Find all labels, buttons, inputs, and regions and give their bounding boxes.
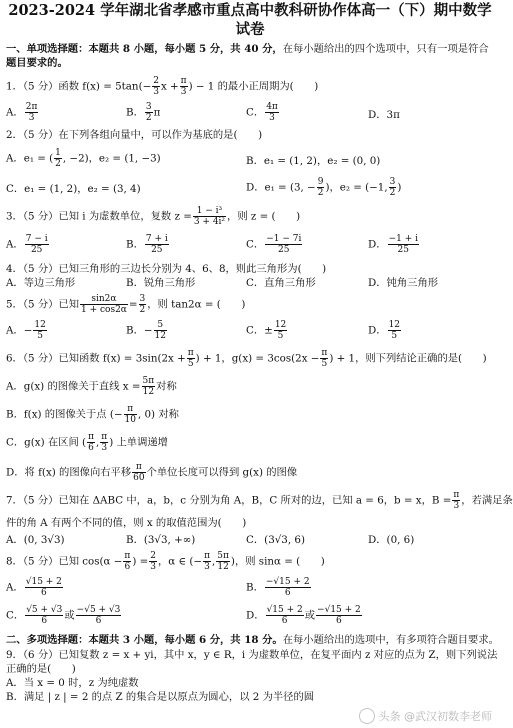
q8-stem-b: ) = bbox=[132, 555, 149, 568]
q8-d-frac2 bbox=[316, 605, 362, 626]
q8-c-den1: 6 bbox=[41, 616, 48, 626]
q6-d-num: π bbox=[132, 462, 145, 473]
q6-stem-b: ) + 1，g(x) = 3cos(2x − bbox=[195, 352, 320, 365]
q8-den1: 6 bbox=[124, 562, 131, 572]
q2-d-num2: 3 bbox=[389, 177, 396, 187]
q4-option-d: D．钝角三角形 bbox=[368, 277, 439, 289]
q3-a-den: 25 bbox=[30, 245, 43, 255]
q2-option-d bbox=[246, 177, 401, 198]
q8-c-frac2 bbox=[76, 605, 122, 626]
q7-stem-a: 7．（5 分）已知在 ΔABC 中，a，b，c 分别为角 A，B，C 所对的边，已知 a = 6，b = x，B = bbox=[6, 494, 452, 507]
q1-b-num: 3 bbox=[145, 102, 152, 112]
q9-option-a: A．当 x = 0 时，z 为纯虚数 bbox=[6, 677, 139, 689]
q5-c-den: 5 bbox=[277, 331, 284, 341]
q8-num2: 2 bbox=[150, 551, 156, 561]
q4-option-b: B．锐角三角形 bbox=[126, 277, 196, 289]
q3-stem-b: ，则 z = ( ) bbox=[227, 210, 301, 223]
q6-num1: π bbox=[187, 348, 194, 358]
q5-d-num: 12 bbox=[388, 320, 401, 330]
q6-c-pre: C．g(x) 在区间 ( bbox=[6, 436, 87, 449]
q8-den4: 12 bbox=[217, 562, 229, 572]
q5-b-label: B．− bbox=[126, 324, 153, 337]
q1-frac1 bbox=[152, 76, 160, 97]
q2-stem: 2．（5 分）在下列各组向量中，可以作为基底的是( ) bbox=[6, 129, 263, 141]
q5-b-den: 12 bbox=[154, 331, 166, 341]
q6-d-frac bbox=[132, 462, 145, 483]
q9-option-b: B．满足 | z | = 2 的点 Z 的集合是以原点为圆心，以 2 为半径的圆 bbox=[6, 691, 315, 703]
q5-option-d bbox=[368, 320, 402, 341]
q5-c-num: 12 bbox=[274, 320, 287, 330]
q6-num2: π bbox=[321, 348, 328, 358]
section1-header-rest: 在每小题给出的四个选项中，只有一项是符合 bbox=[282, 43, 489, 55]
q4-option-c: C．直角三角形 bbox=[246, 277, 316, 289]
q3-b-label: B． bbox=[126, 238, 144, 251]
q1-b-frac bbox=[145, 102, 153, 123]
q3-b-den: 25 bbox=[151, 245, 163, 255]
q3-d-frac bbox=[388, 234, 419, 255]
q7-option-a: A．(0, 3√3) bbox=[6, 534, 65, 546]
q6-option-d bbox=[6, 462, 297, 483]
q2-option-b: B．e₁ = (1, 2)，e₂ = (0, 0) bbox=[246, 155, 381, 167]
q8-a-den: 6 bbox=[40, 588, 47, 598]
q2-a-pre: A．e₁ = ( bbox=[6, 152, 54, 165]
watermark-logo-icon bbox=[359, 708, 375, 724]
q6-c-post: ) 上单调递增 bbox=[109, 436, 168, 449]
q6-d-pre: D．将 f(x) 的图像向右平移 bbox=[6, 466, 132, 479]
q6-stem bbox=[6, 348, 487, 369]
q1-frac2 bbox=[180, 76, 188, 97]
q7-stem-line2: 件的角 A 有两个不同的值，则 x 的取值范围为( ) bbox=[6, 517, 247, 529]
q5-den2: 2 bbox=[139, 305, 146, 315]
q5-a-den: 5 bbox=[37, 331, 43, 341]
q6-a-den: 12 bbox=[142, 387, 155, 397]
q7-stem bbox=[6, 490, 513, 511]
q3-a-frac bbox=[25, 234, 49, 255]
q6-a-pre: A．g(x) 的图像关于直线 x = bbox=[6, 380, 141, 393]
q2-a-den: 2 bbox=[55, 159, 61, 169]
q8-d-label: D． bbox=[246, 609, 265, 622]
q9-stem-line2: 正确的是( ) bbox=[6, 663, 76, 675]
watermark bbox=[359, 708, 493, 724]
section2-header-bold: 二、多项选择题：本题共 3 小题，每小题 6 分，共 18 分。 bbox=[6, 634, 283, 646]
q8-b-num: −√15 + 2 bbox=[265, 577, 310, 587]
section2-header bbox=[6, 633, 499, 647]
q6-b-pre: B．f(x) 的图像关于点 (− bbox=[6, 408, 123, 421]
q1-c-frac bbox=[265, 102, 279, 123]
q2-option-c: C．e₁ = (1, 2)，e₂ = (3, 4) bbox=[6, 183, 141, 195]
q8-num4: 5π bbox=[217, 551, 229, 561]
section1-header bbox=[6, 42, 489, 56]
q2-d-num1: 9 bbox=[317, 177, 324, 187]
q1-c-label: C． bbox=[246, 106, 265, 119]
q8-option-a bbox=[6, 577, 64, 598]
q2-a-num: 1 bbox=[55, 148, 61, 158]
q5-a-label: A．− bbox=[6, 324, 33, 337]
q3-stem bbox=[6, 206, 300, 227]
q5-stem-b: = bbox=[128, 298, 138, 311]
q5-c-label: C．± bbox=[246, 324, 273, 337]
q3-c-frac bbox=[265, 234, 302, 255]
q6-b-den: 10 bbox=[124, 415, 136, 425]
q7-den: 3 bbox=[453, 501, 460, 511]
q6-c-mid: , bbox=[95, 436, 100, 449]
q3-option-a bbox=[6, 234, 50, 255]
q5-a-num: 12 bbox=[34, 320, 46, 330]
q8-c-or: 或 bbox=[64, 609, 75, 622]
q8-den3: 3 bbox=[204, 562, 210, 572]
q8-a-frac bbox=[25, 577, 63, 598]
q1-stem-b: x + bbox=[160, 80, 179, 93]
q2-option-a bbox=[6, 148, 161, 169]
q8-stem-e: )，则 sinα = ( ) bbox=[230, 555, 325, 568]
q2-d-den1: 2 bbox=[317, 188, 324, 198]
q1-frac2-den: 3 bbox=[180, 87, 187, 97]
q8-frac2 bbox=[149, 551, 157, 572]
q7-stem-b: ，若满足条 bbox=[461, 494, 513, 507]
q2-d-pre: D．e₁ = (3, − bbox=[246, 181, 316, 194]
q3-c-label: C． bbox=[246, 238, 265, 251]
q3-a-num: 7 − i bbox=[25, 234, 48, 244]
q5-stem-c: ，则 tan2α = ( ) bbox=[147, 298, 246, 311]
q1-option-b bbox=[126, 102, 160, 123]
q5-frac1 bbox=[80, 294, 128, 315]
q3-d-den: 25 bbox=[397, 245, 409, 255]
q3-a-label: A． bbox=[6, 238, 24, 251]
q4-option-a: A．等边三角形 bbox=[6, 277, 76, 289]
q7-frac bbox=[452, 490, 460, 511]
q1-stem-a: 1．（5 分）函数 f(x) = 5tan(− bbox=[6, 80, 152, 93]
q8-stem bbox=[6, 551, 325, 572]
section1-header-bold: 一、单项选择题：本题共 8 小题，每小题 5 分，共 40 分， bbox=[6, 43, 283, 55]
q3-den: 3 + 4i² bbox=[193, 217, 226, 227]
q6-c-num2: π bbox=[101, 432, 108, 442]
q3-c-num: −1 − 7i bbox=[266, 234, 302, 244]
q8-a-label: A． bbox=[6, 581, 24, 594]
q8-d-den2: 6 bbox=[336, 616, 342, 626]
q5-option-c bbox=[246, 320, 288, 341]
q2-d-den2: 2 bbox=[389, 188, 396, 198]
q8-c-label: C． bbox=[6, 609, 25, 622]
exam-title-line2: 试卷 bbox=[235, 21, 265, 38]
q8-stem-d: , bbox=[211, 555, 216, 568]
q8-b-frac bbox=[265, 577, 311, 598]
q2-a-frac bbox=[54, 148, 62, 169]
q8-d-num2: −√15 + 2 bbox=[317, 605, 361, 615]
q6-a-post: 对称 bbox=[156, 380, 177, 393]
q5-den1: 1 + cos2α bbox=[81, 305, 127, 315]
q1-a-label: A． bbox=[6, 106, 24, 119]
q3-c-den: 25 bbox=[278, 245, 290, 255]
q1-option-d: D．3π bbox=[368, 109, 400, 121]
q6-option-c bbox=[6, 432, 168, 453]
q5-a-frac bbox=[33, 320, 46, 341]
q2-d-frac2 bbox=[389, 177, 397, 198]
q6-den2: 5 bbox=[321, 359, 328, 369]
q8-option-b bbox=[246, 577, 312, 598]
q5-num2: 3 bbox=[139, 294, 146, 304]
q8-b-den: 6 bbox=[284, 588, 291, 598]
section2-header-rest: 在每小题给出的选项中，有多项符合题目要求。 bbox=[282, 634, 499, 646]
q6-c-frac1 bbox=[87, 432, 95, 453]
q3-num: 1 − i³ bbox=[193, 206, 226, 217]
section1-header-line2: 题目要求的。 bbox=[6, 57, 68, 69]
q5-b-frac bbox=[154, 320, 167, 341]
q8-frac3 bbox=[203, 551, 211, 572]
q6-b-post: , 0) 对称 bbox=[137, 408, 179, 421]
q8-a-num: √15 + 2 bbox=[25, 577, 62, 587]
q2-d-mid: )，e₂ = (−1, bbox=[325, 181, 388, 194]
q1-c-den: 3 bbox=[269, 113, 275, 123]
q8-stem-c: ，α ∈ (− bbox=[157, 555, 203, 568]
q1-b-label: B． bbox=[126, 106, 144, 119]
q3-b-num: 7 + i bbox=[145, 234, 168, 244]
exam-title-line1: 2023-2024 学年湖北省孝感市重点高中教科研协作体高一（下）期中数学 bbox=[8, 2, 492, 19]
q3-stem-a: 3．（5 分）已知 i 为虚数单位，复数 z = bbox=[6, 210, 192, 223]
q8-stem-a: 8．（5 分）已知 cos(α − bbox=[6, 555, 123, 568]
q1-option-a bbox=[6, 102, 39, 123]
q5-stem-a: 5．（5 分）已知 bbox=[6, 298, 80, 311]
watermark-text: 头条 @武汉初数李老师 bbox=[378, 710, 492, 723]
q3-d-label: D． bbox=[368, 238, 387, 251]
q6-stem-c: ) + 1，则下列结论正确的是( ) bbox=[329, 352, 487, 365]
q6-c-num1: π bbox=[88, 432, 94, 442]
q8-c-den2: 6 bbox=[95, 616, 102, 626]
q5-d-den: 5 bbox=[391, 331, 398, 341]
q5-frac2 bbox=[139, 294, 147, 315]
q8-num1: π bbox=[124, 551, 131, 561]
q5-stem bbox=[6, 294, 245, 315]
q6-frac2 bbox=[320, 348, 328, 369]
q7-num: π bbox=[453, 490, 460, 500]
q1-b-suffix: π bbox=[153, 106, 161, 119]
q8-frac1 bbox=[123, 551, 131, 572]
q2-d-post: ) bbox=[397, 181, 402, 194]
q1-stem bbox=[6, 76, 318, 97]
q1-frac1-num: 2 bbox=[153, 76, 159, 86]
q1-frac1-den: 3 bbox=[153, 87, 159, 97]
q1-a-den: 3 bbox=[28, 113, 35, 123]
q1-c-num: 4π bbox=[266, 102, 278, 112]
q7-option-b: B．(3√3, +∞) bbox=[126, 534, 196, 546]
q5-d-label: D． bbox=[368, 324, 387, 337]
q6-stem-a: 6．（5 分）已知函数 f(x) = 3sin(2x + bbox=[6, 352, 186, 365]
q6-c-den1: 6 bbox=[88, 443, 94, 453]
q5-c-frac bbox=[274, 320, 287, 341]
q8-num3: π bbox=[204, 551, 210, 561]
q9-stem: 9．（6 分）已知复数 z = x + yi，其中 x，y ∈ R，i 为虚数单位，在复平面内 z 对应的点为 Z，则下列说法 bbox=[6, 649, 498, 661]
q6-c-frac2 bbox=[100, 432, 108, 453]
q6-c-den2: 3 bbox=[101, 443, 108, 453]
q5-option-a bbox=[6, 320, 48, 341]
q6-option-a bbox=[6, 376, 177, 397]
q8-b-label: B． bbox=[246, 581, 264, 594]
q3-option-c bbox=[246, 234, 303, 255]
q8-d-num1: √15 + 2 bbox=[266, 605, 303, 615]
q6-frac1 bbox=[187, 348, 195, 369]
q3-frac bbox=[193, 206, 226, 227]
q6-b-num: π bbox=[124, 404, 137, 415]
q6-den1: 5 bbox=[187, 359, 194, 369]
q2-a-post: , −2)，e₂ = (1, −3) bbox=[62, 152, 161, 165]
q8-c-num2: −√5 + √3 bbox=[76, 605, 121, 615]
q1-option-c bbox=[246, 102, 280, 123]
q3-b-frac bbox=[145, 234, 169, 255]
q5-d-frac bbox=[388, 320, 401, 341]
q8-option-c bbox=[6, 605, 122, 626]
q3-option-b bbox=[126, 234, 170, 255]
q1-b-den: 2 bbox=[145, 113, 152, 123]
q3-d-num: −1 + i bbox=[388, 234, 418, 244]
q4-stem: 4．（5 分）已知三角形的三边长分别为 4、6、8，则此三角形为( ) bbox=[6, 263, 327, 275]
q8-c-num1: √5 + √3 bbox=[26, 605, 63, 615]
q2-d-frac1 bbox=[317, 177, 325, 198]
q6-d-post: 个单位长度可以得到 g(x) 的图像 bbox=[146, 466, 298, 479]
q1-stem-c: ) − 1 的最小正周期为( ) bbox=[188, 80, 319, 93]
q3-option-d bbox=[368, 234, 420, 255]
q6-d-den: 60 bbox=[133, 473, 145, 483]
q5-num1: sin2α bbox=[80, 294, 128, 305]
q1-a-num: 2π bbox=[25, 102, 38, 112]
q6-b-frac bbox=[124, 404, 137, 425]
q1-a-frac bbox=[25, 102, 39, 123]
q8-frac4 bbox=[216, 551, 230, 572]
q5-option-b bbox=[126, 320, 168, 341]
q6-a-num: 5π bbox=[142, 376, 155, 386]
q8-option-d bbox=[246, 605, 363, 626]
q8-c-frac1 bbox=[25, 605, 63, 626]
q8-d-frac1 bbox=[266, 605, 304, 626]
q8-den2: 3 bbox=[150, 562, 156, 572]
q8-d-den1: 6 bbox=[281, 616, 288, 626]
q7-option-c: C．(3√3, 6) bbox=[246, 534, 305, 546]
q1-frac2-num: π bbox=[180, 76, 187, 86]
q7-option-d: D．(0, 6) bbox=[368, 534, 415, 546]
q5-b-num: 5 bbox=[154, 320, 167, 331]
q8-d-or: 或 bbox=[304, 609, 316, 622]
q6-a-frac bbox=[142, 376, 156, 397]
q6-option-b bbox=[6, 404, 179, 425]
